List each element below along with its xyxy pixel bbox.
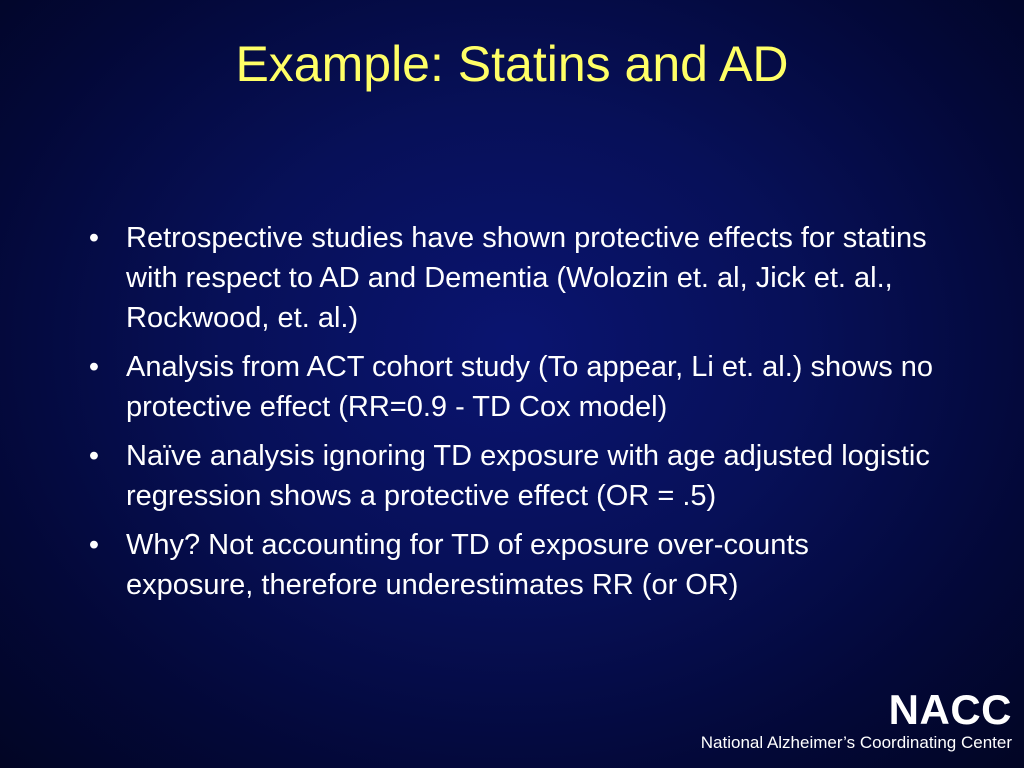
bullet-text: Analysis from ACT cohort study (To appear, Li et. al.) shows no protective effect (RR=0.9 - TD Cox model) — [126, 351, 934, 423]
bullet-icon: • — [88, 440, 100, 472]
bullet-text: Retrospective studies have shown protective effects for statins with respect to AD and Dementia (Wolozin et. al, Jick et. al., Rockwood, et. al.) — [126, 222, 927, 334]
bullet-item — [84, 347, 944, 427]
bullet-text: Why? Not accounting for TD of exposure over-counts exposure, therefore underestimates RR (or OR) — [126, 529, 809, 601]
bullet-list — [84, 218, 944, 614]
bullet-item — [84, 525, 944, 605]
logo-subtitle: National Alzheimer’s Coordinating Center — [700, 733, 1012, 752]
bullet-icon: • — [88, 529, 100, 561]
slide-title: Example: Statins and AD — [235, 36, 789, 92]
bullet-icon: • — [88, 222, 100, 254]
logo-mark: NACC — [888, 686, 1012, 733]
bullet-text: Naïve analysis ignoring TD exposure with age adjusted logistic regression shows a protective effect (OR = .5) — [126, 440, 930, 512]
nacc-logo — [701, 688, 1012, 754]
bullet-item — [84, 218, 944, 338]
bullet-icon: • — [88, 351, 100, 383]
bullet-item — [84, 436, 944, 516]
